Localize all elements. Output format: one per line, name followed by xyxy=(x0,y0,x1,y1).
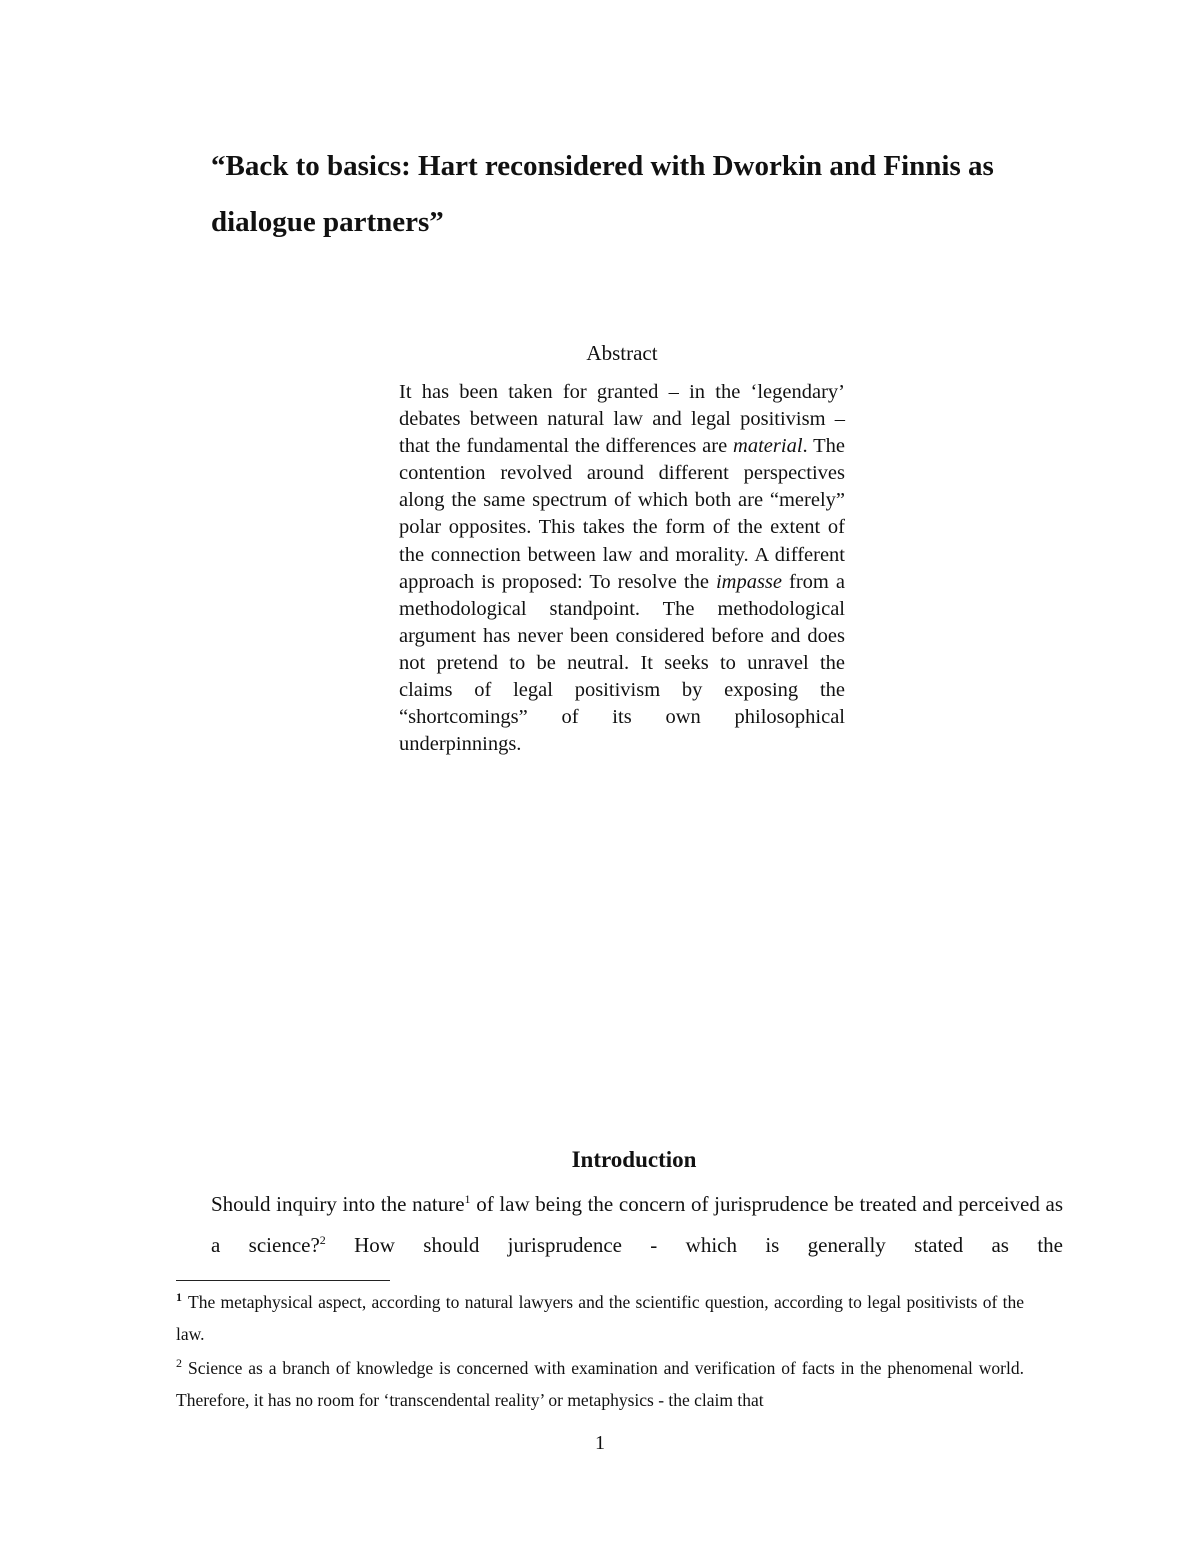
footnote-2 xyxy=(176,1352,1024,1416)
abstract-heading: Abstract xyxy=(586,341,658,365)
abstract-text-part-2: . The contention revolved around different perspectives along the same spectrum of which both are “merely” polar opposites. This takes the form of the extent of the connection between law and morality. A different approach is proposed: To resolve the xyxy=(399,435,845,593)
abstract-text-part-1: It has been taken for granted – in the ‘legendary’ debates between natural law and legal positivism – that the fundamental the differences are xyxy=(399,381,845,458)
abstract-text-part-3: from a methodological standpoint. The methodological argument has never been considered before and does not pretend to be neutral. It seeks to unravel the claims of legal positivism by exposing the “shortcomings” of its own philosophical underpinnings. xyxy=(399,570,845,756)
page-number: 1 xyxy=(595,1432,605,1454)
footnote-reference-1[interactable]: 1 xyxy=(464,1192,471,1206)
intro-text-part-2: of law being the concern of jurisprudence be treated and perceived as a science? xyxy=(211,1192,1063,1257)
footnote-1 xyxy=(176,1286,1024,1350)
footnote-text: The metaphysical aspect, according to natural lawyers and the scientific question, according to legal positivists of the law. xyxy=(176,1292,1024,1344)
footnote-text: Science as a branch of knowledge is concerned with examination and verification of facts in the phenomenal world. Therefore, it has no room for ‘transcendental reality’ or metaphysics - the claim that xyxy=(176,1358,1024,1410)
footnote-separator xyxy=(176,1280,390,1281)
footnote-reference-2[interactable]: 2 xyxy=(319,1233,326,1247)
document-title: “Back to basics: Hart reconsidered with Dworkin and Finnis as dialogue partners” xyxy=(211,150,994,238)
footnotes-section xyxy=(176,1286,1024,1418)
intro-text-part-1: Should inquiry into the nature xyxy=(211,1192,465,1216)
abstract-italic-material: material xyxy=(733,435,803,458)
introduction-paragraph xyxy=(211,1184,1063,1266)
abstract-body xyxy=(399,379,845,758)
intro-text-part-3: How should jurisprudence - which is generally stated as the xyxy=(325,1233,1063,1257)
abstract-italic-impasse: impasse xyxy=(715,570,783,593)
footnote-marker: 1 xyxy=(176,1290,182,1305)
introduction-heading: Introduction xyxy=(571,1147,697,1172)
footnote-marker: 2 xyxy=(176,1356,182,1371)
